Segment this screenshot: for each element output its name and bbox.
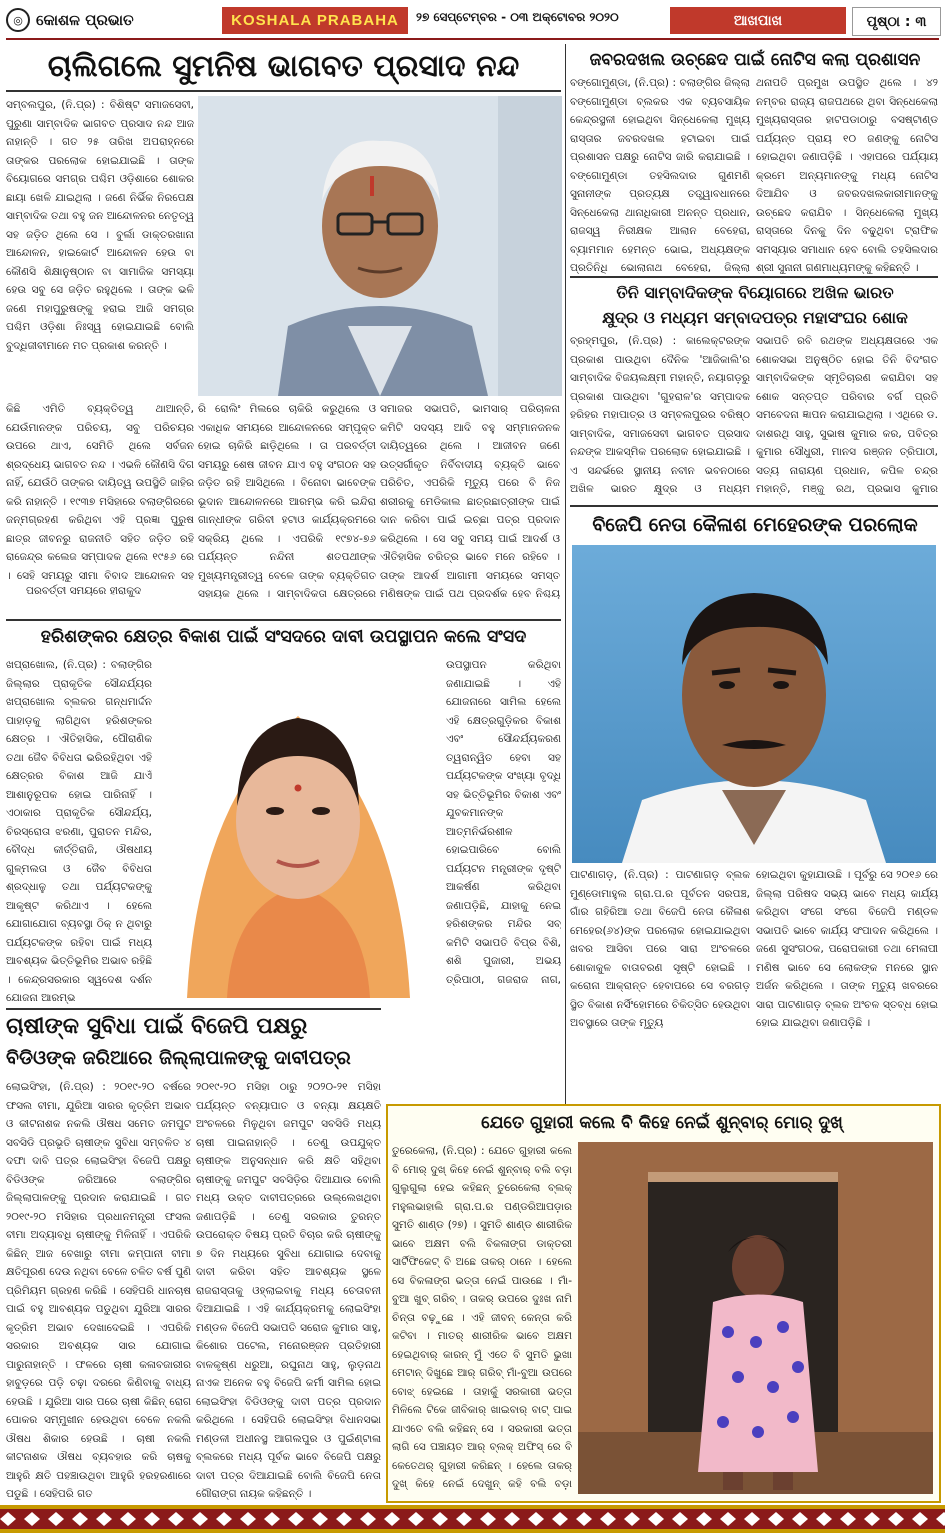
newspaper-logo xyxy=(6,6,216,34)
section-title: ଆଖପାଖ xyxy=(670,7,846,34)
decorative-border xyxy=(0,1505,945,1533)
article-column: କିଛି ଏମିତି ବ୍ୟକ୍ତିତ୍ୱ ଥାଆନ୍ତି, ଯେଉଁମାନଙ୍କ ପରିଚୟ, ସବୁ ପରିଚୟର ଉପରେ ଥାଏ, ସେମିତି ଥିଲେ ସର୍ବଜନ ଶ୍ରଦ୍ଧେୟ ଭାଗବତ ନନ୍ଦ । ଏଭଳି କୌଣସି ଦିଗ ନାହିଁ, ଯେଉଁଠି ତାଙ୍କର ଦାୟିତ୍ୱ ଉପସ୍ଥିତି ଜାହିର କରି ନାହାନ୍ତି । ୧୯୩୭ ମସିହାରେ ବଲାଙ୍ଗିରରେ ଜନ୍ମଗ୍ରହଣ କରିଥିବା ଏହି ପ୍ରଜ୍ଞା ପୁରୁଷ ଛାତ୍ର ଜୀବନରୁ ରାଜନୀତି ସହିତ ଜଡ଼ିତ ରହି ରାଜେନ୍ଦ୍ର କଲେଜ ସମ୍ପାଦକ ଥିଲେ ୧୯୫୬ ରେ । ସେହି ସମୟରୁ ସୀମା ବିବାଦ ଆନ୍ଦୋଳନ ସହ xyxy=(6,403,194,582)
article-column: ସମ୍ବଲପୁର, (ନି.ପ୍ର) : ବିଶିଷ୍ଟ ସମାଜସେବୀ, ପୁରୁଣା ସାମ୍ବାଦିକ ଭାଗବତ ପ୍ରସାଦ ନନ୍ଦ ଆଜ ନାହାନ୍ତି । ଗତ ୨୫ ତାରିଖ ଅପରାହ୍ନରେ ତାଙ୍କର ପରଲୋକ ହୋଇଯାଇଛି । ତାଙ୍କ ବିୟୋଗରେ ସମଗ୍ର ପଶ୍ଚିମ ଓଡ଼ିଶାରେ ଶୋକର ଛାୟା ଖେଳି ଯାଇଥିଲା । ଜଣେ ନିର୍ଭିକ ନିରପେକ୍ଷ ସାମ୍ବାଦିକ ତଥା ବହୁ ଜନ ଆନ୍ଦୋଳନର ନେତୃତ୍ୱ ସହ ଜଡ଼ିତ ଥିଲେ ସେ । ବୁର୍ଲା ଡାକ୍ତରଖାନା ଆନ୍ଦୋଳନ, ହାଇକୋର୍ଟ ଆନ୍ଦୋଳନ ହେଉ ବା କୌଣସି ଶିକ୍ଷାନୁଷ୍ଠାନ ବା ସାମାଜିକ ସମସ୍ୟା ହେଉ ସବୁ ସେ ଜଡ଼ିତ ରହୁଥିଲେ । ତାଙ୍କ ଭଳି ଜଣେ ମହାପୁରୁଷଙ୍କୁ ହରାଇ ଆଜି ସମଗ୍ର ପଶ୍ଚିମ ଓଡ଼ିଶା ନିଃସ୍ୱ ହୋଇଯାଇଛି ବୋଲି ବୁଦ୍ଧିଜୀବୀମାନେ ମତ ପ୍ରକାଶ କରନ୍ତି । xyxy=(6,99,194,352)
article-column: ବ୍ରହ୍ମପୁର, (ନି.ପ୍ର) : କାଲେକ୍ଟରଙ୍କ ପ୍ରକାଶ ପାଉଥିବା ଦୈନିକ 'ଆଜିକାଲି'ର ସାମ୍ବାଦିକ ବିଜୟଲକ୍ଷ୍ମୀ ମହାନ୍ତି, ନୟାଗଡ଼ରୁ ପ୍ରକାଶ ପାଉଥିବା 'ଗୁହରାଳ'ର ସମ୍ପାଦକ ହରିହର ମହାପାତ୍ର ଓ ସମ୍ବଲପୁରର ବରିଷ୍ଠ ସାମ୍ବାଦିକ, ସମାଜସେବୀ ଭାଗବତ ପ୍ରସାଦ ନନ୍ଦଙ୍କ ଆକସ୍ମିକ ପରଲୋକ ହୋଇଯାଇଛି । ଏ ସନ୍ଦର୍ଭରେ ସ୍ଥାନୀୟ ନବୀନ ଭବନଠାରେ ଅଖିଳ ଭାରତ କ୍ଷୁଦ୍ର ଓ ମଧ୍ୟମ xyxy=(570,335,750,495)
logo-text: କୋଶଳ ପ୍ରଭାତ xyxy=(36,11,134,29)
headline-kailash-meher-obituary: ବିଜେପି ନେତା କୈଳାଶ ମେହେରଙ୍କ ପରଲୋକ xyxy=(592,514,918,536)
article-column: ହୋଇଥିବା କୁହାଯାଉଛି । ପୂର୍ବରୁ ସେ ୨୦୧୬ ରେ ଜିଲ୍ଲା ପରିଷଦ ସଭ୍ୟ ଭାବେ ମଧ୍ୟ କାର୍ଯ୍ୟ କରିଥିବା ସଂଗେ ସଂଗେ ବିଜେପି ମଣ୍ଡଳ ସଭାପତି ଭାବେ କାର୍ଯ୍ୟ ସଂପାଦନ କରିଥିଲେ । ଜଣେ ସୁସଂଗଠକ, ପରୋପକାରୀ ତଥା ମେଳାପୀ ମଣିଷ ଭାବେ ସେ ଲୋକଙ୍କ ମନରେ ସ୍ଥାନ ଅର୍ଜନ କରିଥିଲେ । ତାଙ୍କ ମୃତ୍ୟୁ ଖବରରେ ସାରା ପାଟଣାଗଡ଼ ବ୍ଲକ ଅଂଚଳ ସ୍ତବ୍ଧ ହୋଇ ହୋଇ ଯାଇଥିବା ଜଣାପଡ଼ିଛି । xyxy=(756,869,938,1029)
headline-encroachment-notice: ଜବରଦଖଲ ଉଚ୍ଛେଦ ପାଇଁ ନୋଟିସ କଲା ପ୍ରଶାସନ xyxy=(589,50,921,70)
logo-emblem-icon: ◎ xyxy=(6,8,30,32)
masthead xyxy=(6,4,939,40)
article-column: ଥନାପତି ପ୍ରମୁଖ ଉପସ୍ଥିତ ଥିଲେ । ୪୨ ନମ୍ବର ରାଜ୍ୟ ରାଜପଥରେ ଥିବା ସିନ୍ଧେକେଲା ମୁଖ୍ୟରାସ୍ତାର ହାଟପଡାଠାରୁ ବସଷ୍ଟାଣ୍ଡ ପର୍ଯ୍ୟନ୍ତ ପ୍ରାୟ ୧୦ ଜଣଙ୍କୁ ନୋଟିସ ହୋଇଥିବା ଜଣାପଡ଼ିଛି । ଏହାପରେ ପର୍ଯ୍ୟାୟ କ୍ରମେ ଅନ୍ୟମାନଙ୍କୁ ମଧ୍ୟ ନୋଟିସ ଦିଆଯିବ ଓ ଜବରଦଖଲକାରୀମାନଙ୍କୁ ଉଚ୍ଛେଦ କରାଯିବ । ସିନ୍ଧେକେଲା ମୁଖ୍ୟ ରାସ୍ତାରେ ଦିନକୁ ଦିନ ବଢୁଥିବା ଟ୍ରାଫିକ ସମସ୍ୟାର ସମାଧାନ ହେବ ବୋଲି ତହସିଲଦାର ଶ୍ରୀ ସୁନାନୀ ଗଣମାଧ୍ୟମଙ୍କୁ କହିଛନ୍ତି । xyxy=(756,77,938,274)
headline-disabled-woman-plea: ଯେତେ ଗୁହାରୀ କଲେ ବି କିହେ ନେଇଁ ଶୁନ୍‌ବାର୍ ମୋର୍ ଦୁଖ୍ xyxy=(481,1113,843,1133)
divider xyxy=(6,1008,381,1010)
article-column: ପାଟଣାଗଡ଼, (ନି.ପ୍ର) : ପାଟଣାଗଡ଼ ବ୍ଲକ ମୁଣ୍ଡୋମାହୁଲ ଗ୍ରା.ପ.ର ପୂର୍ବତନ ସରପଞ୍ଚ, ଗାଁର ଗହିରିଆ ତଥା ବିଜେପି ନେତା କୈଳାଶ ମେହେର(୬୪)ଙ୍କ ପରଲୋକ ହୋଇଯାଇଥିବା ଖବର ଆସିବା ପରେ ସାରା ଅଂଚଳରେ ଶୋକାକୁଳ ବାତାବରଣ ସୃଷ୍ଟି ହୋଇଛି । କରୋନା ଆକ୍ରାନ୍ତ ହେବାପରେ ସେ ବରଗଡ଼ ସ୍ଥିତ ବିକାଶ ନର୍ସିଂହୋମରେ ଚିକିତ୍ସିତ ହେଉଥିବା ଅବସ୍ଥାରେ ତାଙ୍କ ମୃତ୍ୟୁ xyxy=(570,869,750,1029)
headline-journalists-condolence: ତିନି ସାମ୍ବାଦିକଙ୍କ ବିୟୋଗରେ ଅଖିଳ ଭାରତ xyxy=(616,283,894,302)
article-column: ଉପସ୍ଥାପନ କରିଥିବା ଜଣାଯାଇଛି । ଏହି ଯୋଜନାରେ ସାମିଲ ହେଲେ ଏହି କ୍ଷେତ୍ରଗୁଡ଼ିକର ବିକାଶ ଏବଂ ସୌନ୍ଦର୍ଯ୍ୟକରଣ ତ୍ୱରାନ୍ୱିତ ହେବା ସହ ପର୍ଯ୍ୟଟକଙ୍କ ସଂଖ୍ୟା ବୃଦ୍ଧି ସହ ଭିତ୍ତିଭୂମିର ବିକାଶ ଏବଂ ଯୁବକମାନଙ୍କ ଆତ୍ମନିର୍ଭରଶୀଳ ହୋଇପାରିବେ ବୋଲି ପର୍ଯ୍ୟଟନ ମନ୍ତ୍ରୀଙ୍କ ଦୃଷ୍ଟି ଆକର୍ଷଣ କରିଥିବା ଜଣାପଡ଼ିଛି, ଯାହାକୁ ନେଇ ହରିଶଙ୍କର ମନ୍ଦିର ସବ୍ କମିଟି ସଭାପତି ବିପ୍ର ବିଶି, ଶଶି ପୁଜାରୀ, ଅଭୟ ତ୍ରିପାଠୀ, ଗଜରାଜ ନାଗ, xyxy=(446,659,561,986)
headline-bjp-farmer-demand: ଚାଷୀଙ୍କ ସୁବିଧା ପାଇଁ ବିଜେପି ପକ୍ଷରୁ xyxy=(6,1014,308,1039)
article-column: ସଭାପତି ରବି ରଥଙ୍କ ଅଧ୍ୟକ୍ଷତାରେ ଏକ ଶୋକସଭା ଅନୁଷ୍ଠିତ ହୋଇ ତିନି ବିଦଂଗତ ସାମ୍ବାଦିକଙ୍କ ସ୍ମୃତିଚାରଣ କରାଯିବା ସହ ଶୋକ ସନ୍ତପ୍ତ ପରିବାର ବର୍ଗ ପ୍ରତି ସମବେଦନା ଜ୍ଞାପନ କରାଯାଇଥିଲା । ଏଥିରେ ଡ. ଦାଶରଥି ସାହୁ, ସୁଭାଷ କୁମାର କର, ପବିତ୍ର କୁମାର ସୌଧୁରୀ, ମାନସ ରଞ୍ଜନ ତ୍ରିପାଠୀ, ସତ୍ୟ ନାରାୟଣ ପ୍ରଧାନ, କପିଳ ଚନ୍ଦ୍ର ମହାନ୍ତି, ମଞ୍ଜୁ ରଥ, ପ୍ରଭାସ କୁମାର xyxy=(756,335,938,495)
divider xyxy=(6,619,561,621)
article-column: ବଙ୍ଗୋମୁଣ୍ଡା, (ନି.ପ୍ର) : ବଲାଙ୍ଗିର ଜିଲ୍ଲା ବଙ୍ଗୋମୁଣ୍ଡା ବ୍ଲକର ଏକ ବ୍ୟବସାୟିକ କେନ୍ଦ୍ରସ୍ଥଳୀ ହୋଇଥିବା ସିନ୍ଧେକେଲା ମୁଖ୍ୟ ରାସ୍ତାର ଜବରଦଖଲ ହଟାଇବା ପାଇଁ ପ୍ରଶାସନ ପକ୍ଷରୁ ନୋଟିସ ଜାରି କରାଯାଇଛି । ବଙ୍ଗୋମୁଣ୍ଡା ତହସିଲଦାର ଗୁଣମଣି ସୁନାନୀଙ୍କ ପ୍ରତ୍ୟକ୍ଷ ତତ୍ତ୍ୱାବଧାନରେ ସିନ୍ଧେକେଲା ଥାନାଧିକାରୀ ଅନନ୍ତ ପ୍ରଧାନ, ରାଜସ୍ୱ ନିରୀକ୍ଷକ ଆଲାନ ବେହେରା, ବ୍ୟାମମାନ ହେମନ୍ତ ଭୋଇ, ଅଧ୍ୟକ୍ଷଙ୍କ ପ୍ରତିନିଧି ଭୋଲାନାଥ ବେହେରା, ଜିଲ୍ଲା xyxy=(570,77,750,274)
article-column: ଲୋଇସିଂହା, (ନି.ପ୍ର) : ୨୦୧୯-୨୦ ବର୍ଷରେ ଫସଲ ବୀମା, ଯୁରିଆ ସାରର କୃତ୍ରିମ ଅଭାବ ଓ କୀଟନାଶକ ନକଲି ଔଷଧ ସମେତ ଜମପୁଟ ସବସିଡି ପ୍ରଭୃତି ଚାଷୀଙ୍କ ସୁବିଧା ସମ୍ବଳିତ ୪ ଦଫା ଦାବି ପତ୍ର ଲୋଇସିଂହା ବିଜେପି ପକ୍ଷରୁ ବିଡିଓଙ୍କ ଜରିଆରେ ବଲାଙ୍ଗିର ଜିଲ୍ଲାପାଳଙ୍କୁ ପ୍ରଦାନ କରାଯାଇଛି । ଗତ ୨୦୧୯-୨୦ ମସିହାର ପ୍ରଧାନମନ୍ତ୍ରୀ ଫସଲ ବୀମା ଅଦ୍ୟାବଧି ଚାଷୀଙ୍କୁ ମିଳିନାହିଁ । ଏପରିକି କିଛିନ୍ ଆଜ ବେଖାରୁ ବୀମା କମ୍ପାନୀ ବୀମା କ୍ଷତିପୂରଣ ଦେଉ ନଥିବା ବେଳେ ଚଳିତ ବର୍ଷ ପୁଣି ପ୍ରିମିୟମ ଗ୍ରହଣ କରିଛି । ସେହିପରି ଧାନଚାଷ ପାଇଁ ବହୁ ଆବଶ୍ୟକ ପଡୁଥିବା ଯୁରିଆ ସାରର କୃତ୍ରିମ ଅଭାବ ଦେଖାଦେଇଛି । ଏପରିକି ସରକାର ଅବଶ୍ୟକ ସାର ଯୋଗାଇ ପାରୁନାହାନ୍ତି । ଫଳରେ ଚାଷୀ କଳାବଜାରୀର ହାବୁଡ଼ରେ ପଡ଼ି ଚଢ଼ା ଦରରେ କିଣିବାକୁ ବାଧ୍ୟ ହେଉଛି । ଯୁରିଆ ସାର ପରେ ଚାଷୀ କିଛିନ୍ ରୋଗ ପୋକର ସମ୍ମୁଖୀନ ହେଉଥିବା ବେଳେ ନକଲି ଔଷଧ ଶିକାର ହେଉଛି । ଚାଷୀ ନକଲି କୀଟନାଶକ ଔଷଧ ବ୍ୟବହାର କରି ଚାଷକୁ ଆହୁରି କ୍ଷତି ପହଞ୍ଚାଉଥିବା ଆହୁରି ହରହରଣାରେ ପଡୁଛି । ସେହିପରି ଗତ xyxy=(6,1081,191,1500)
dateline: ୨୭ ସେପ୍ଟେମ୍ବର - ୦୩ ଅକ୍ଟୋବର ୨୦୨୦ xyxy=(416,10,619,24)
portrait-photo-mp xyxy=(157,656,440,998)
page-number: ପୃଷ୍ଠା : ୩ xyxy=(852,7,941,36)
article-column: ଖପ୍ରାଖୋଲ, (ନି.ପ୍ର) : ବଲାଙ୍ଗିର ଜିଲ୍ଲାର ପ୍ରାକୃତିକ ସୌନ୍ଦର୍ଯ୍ୟର ଖପ୍ରାଖୋଲ ବ୍ଲକର ଗନ୍ଧମାର୍ଦ୍ଦନ ପାହାଡ଼କୁ ଲାଗିଥିବା ହରିଶଙ୍କର କ୍ଷେତ୍ର । ଐତିହାସିକ, ପୌରାଣିକ ତଥା ଜୈବ ବିବିଧତା ଭରିରହିଥିବା ଏହି କ୍ଷେତ୍ରର ବିକାଶ ଆଜି ଯାଏଁ ଆଶାନୁରୂପକ ହୋଇ ପାରିନାହିଁ । ଏଠାକାର ପ୍ରାକୃତିକ ସୌନ୍ଦର୍ଯ୍ୟ, ଚିରସ୍ରୋତା ଝରଣା, ପୁରାତନ ମନ୍ଦିର, ବୌଦ୍ଧ କୀର୍ତ୍ତିରାଜି, ଔଷଧୀୟ ଗୁଳ୍ମଲତା ଓ ଜୈବ ବିବିଧତା ଶ୍ରଦ୍ଧାଳୁ ତଥା ପର୍ଯ୍ୟଟକଙ୍କୁ ଆକୃଷ୍ଟ କରିଥାଏ । ହେଲେ ଯୋଗାଯୋଗ ବ୍ୟବସ୍ଥା ଠିକ୍ ନ ଥିବାରୁ ପର୍ଯ୍ୟଟକଙ୍କ ରହିବା ପାଇଁ ମଧ୍ୟ ଆବଶ୍ୟକ ଭିତ୍ତିଭୂମିର ଅଭାବ ରହିଛି । କେନ୍ଦ୍ରସରକାର ସ୍ୱଦେଶ ଦର୍ଶନ ଯୋଜନା ଆରମ୍ଭ xyxy=(6,659,152,1004)
headline-nanda-obituary: ଚାଲିଗଲେ ସୁମନିଷ ଭାଗବତ ପ୍ରସାଦ ନନ୍ଦ xyxy=(47,49,520,84)
headline-harishankar-development: ହରିଶଙ୍କର କ୍ଷେତ୍ର ବିକାଶ ପାଇଁ ସଂସଦରେ ଦାବୀ ଉପସ୍ଥାପନ କଲେ ସଂସଦ xyxy=(40,627,527,647)
portrait-photo-nanda xyxy=(198,96,562,396)
headline-journalists-condolence-line2: କ୍ଷୁଦ୍ର ଓ ମଧ୍ୟମ ସମ୍ବାଦପତ୍ର ମହାସଂଘର ଶୋକ xyxy=(602,308,908,327)
article-column: ରି ରୋଲିଂ ମିଲରେ ଚାକିରି କରୁଥିଲେ ଓ ଏକାଧିକ ସମୟରେ ଆନ୍ଦୋଳନରେ ସମ୍ପୃକ୍ତ ହୋଇ ଚାକିରି ଛାଡ଼ିଥିଲେ । ତା ପରବର୍ତ୍ତୀ ସମୟରୁ ଶେଷ ଜୀବନ ଯାଏ ବହୁ ସଂଗଠନ ସହ ଜଡ଼ିତ ରହି ଆସିଥିଲେ । ବିନୋବା ଭାବେଙ୍କ ଭୂଦାନ ଆନ୍ଦୋଳନରେ ଆରମ୍ଭ କରି ଇନ୍ଦିରା ଗାନ୍ଧୀଙ୍କ ଗରିବୀ ହଟାଓ କାର୍ଯ୍ୟକ୍ରମରେ ସକ୍ରିୟ ଥିଲେ । ଏପରିକି ୧୯୭୪-୭୬ ପର୍ଯ୍ୟନ୍ତ ନନ୍ଦିନୀ ଶତପଥୀଙ୍କ ମୁଖ୍ୟମନ୍ତ୍ରୀତ୍ୱ ବେଳେ ତାଙ୍କ ବ୍ୟକ୍ତିଗତ ସହାୟକ ଥିଲେ । ସାମ୍ବାଦିକତା କ୍ଷେତ୍ରରେ xyxy=(198,403,376,600)
photo-sumati xyxy=(578,1142,933,1494)
column-divider xyxy=(565,44,566,1104)
divider xyxy=(570,276,938,278)
article-column: ପରବର୍ତ୍ତୀ ସମୟରେ ହୀରାକୁଦ xyxy=(26,585,142,597)
article-column: ସମାଜର ସଭାପତି, ଭାମସାର୍ ପରିଚାଳନା କମିଟି ସଦସ୍ୟ ଆଦି ବହୁ ସମ୍ମାନଜନକ ଦାୟିତ୍ୱରେ ଥିଲେ । ଆଜୀବନ ଜଣେ ଉତ୍ସର୍ଗୀକୃତ ନିର୍ବିବାଦୀୟ ବ୍ୟକ୍ତି ଭାବେ ପରିଚିତ, ଏପରିକି ମୃତ୍ୟୁ ପରେ ବି ନିଜ ଶରୀରକୁ ମେଡିକାଲ ଛାତ୍ରଛାତ୍ରୀଙ୍କ ପାଇଁ ଦାନ କରିବା ପାଇଁ ଇଚ୍ଛା ପତ୍ର ପ୍ରଦାନ କରିଥିଲେ । ସେ ସବୁ ସମୟ ପାଇଁ ଆଦର୍ଶ ଓ ଐତିହାସିକ ଚରିତ୍ର ଭାବେ ମନେ ରହିବେ । ତାଙ୍କ ଆଦର୍ଶ ଆଗାମୀ ସମୟରେ ସମସ୍ତ ମଣିଷଙ୍କ ପାଇଁ ପଥ ପ୍ରଦର୍ଶକ ହେବ ନିଶ୍ଚୟ xyxy=(380,403,560,600)
brand-name: KOSHALA PRABAHA xyxy=(222,7,408,34)
divider xyxy=(6,90,561,92)
headline-bjp-farmer-demand-line2: ବିଡିଓଙ୍କ ଜରିଆରେ ଜିଲ୍ଲାପାଳଙ୍କୁ ଦାବୀପତ୍ର xyxy=(6,1047,351,1069)
divider xyxy=(570,505,938,507)
portrait-photo-kailash-meher xyxy=(572,545,936,863)
article-column: ତୁରେକେଲା, (ନି.ପ୍ର) : ଯେତେ ଗୁହାରୀ କଲେ ବି ମୋର୍ ଦୁଖ୍ କିହେ ନେଇଁ ଶୁନ୍‌ବାର୍ ବଲି ବଡ଼ା ଗୁଲୁଗୁଲା ହେଇ କହିଛନ୍ ତୁରେକେଲା ବ୍ଲକ୍ ମହୁଲଭାହାଲି ଗ୍ରା.ପ.ର ପଣ୍ଡରିଆପଡ଼ାର ସୁମତି ଶାଣ୍ଡ (୨୭) । ସୁମତି ଶାଣ୍ଡ ଶାରୀରିକ ଭାବେ ଅକ୍ଷମ ବଲି ବିକଳାଙ୍ଗ ଡାକ୍ତରୀ ସାର୍ଟିଫିକେଟ୍ ବି ଅଛେ ତାକର୍ ଠାନେ । ହେଲେ ସେ ବିକଳାଙ୍ଗ ଭତ୍ତା ନେଇଁ ପାଉଛେ । ମାଁ-ବୁଆ ଖୁବ୍ ଗରିବ୍ । ତାକର୍ ଉପରେ ଦୁଃଖ ନାମି ଚିନ୍ତା ବଢ଼ୁଛେ । ଏହି ଜୀବନ୍ କେନ୍ତା କରି କଟିବା । ମାତର୍ ଶାରୀରିକ ଭାବେ ଅକ୍ଷମ ହେଇଥିବାର୍ କାରନ୍ ମୁଁ ଏତେ ବି ସୁମତି ଭୁଖା ମେଟାନ୍ ଦିଖୁଛେ ଆର୍ ଗରିବ୍ ମାଁ-ବୁଆ ଉପରେ ବୋଝ୍ ହେଇଛେ । ତାହାକୁଁ ସରକାରୀ ଭତ୍ତା ମିଳିଲେ ଟିକେ ଜୀବିକାର୍ ଖାଇବାର୍ ବାଟ୍ ପାଇ ଯାଏତେ ବଲି କହିଛନ୍ ସେ । ସରକାରୀ ଭତ୍ତା ଲାଗି ସେ ପଞ୍ଚାୟତ ଆର୍ ବ୍ଲକ୍ ଅଫିସ୍ ରେ ବି କେତେଥର୍ ଗୁହାରୀ କରିଛନ୍ । ହେଲେ ତାକର୍ ଦୁଖ୍ କିହେ ନେଇଁ ଦେଖୁନ୍ କହି ବଲି ବଡ଼ା xyxy=(392,1145,572,1490)
article-column: ୨୦୧୯-୨୦ ମସିହା ଠାରୁ ୨୦୨୦-୨୧ ମସିହା ପର୍ଯ୍ୟନ୍ତ ବନ୍ୟାପାତ ଓ ବନ୍ୟା କ୍ଷୟକ୍ଷତି ଅଂଚଳରେ ମିଳୁଥିବା ଜମପୁଟ ସବସିଡି ମଧ୍ୟ ଚାଷୀ ପାଇନାହାନ୍ତି । ତେଣୁ ଉପଯୁକ୍ତ ଚାଷୀଙ୍କ ଅନୁସନ୍ଧାନ କରି କ୍ଷତି ସହିଥିବା ଚାଷୀଙ୍କୁ ଜମପୁଟ ସବସିଡ଼ିର ଦିଆଯାଉ ବୋଲି ମଧ୍ୟ ଉକ୍ତ ଦାବୀପତ୍ରରେ ଉଲ୍ଲେଖଥିବା ଜଣାପଡ଼ିଛି । ତେଣୁ ସରକାର ତୁରନ୍ତ ଉପରୋକ୍ତ ବିଷୟ ପ୍ରତି ବିଚାର କରି ଚାଷୀଙ୍କୁ ୭ ଦିନ ମଧ୍ୟରେ ସୁବିଧା ଯୋଗାଇ ଦେବାକୁ ଦାବୀ କରିବା ସହିତ ଆବଶ୍ୟକ ସ୍ଥଳେ ରାଜରାସ୍ତାକୁ ଓହ୍ଲାଇବାକୁ ମଧ୍ୟ ଚେତାବନୀ ଦିଆଯାଇଛି । ଏହି କାର୍ଯ୍ୟକ୍ରମକୁ ଲୋଇସିଂହା ମଣ୍ଡଳ ବିଜେପି ସଭାପତି ସରୋଜ କୁମାର ସାହୁ, କିଶୋର ପଟେଲ, ମନୋରଞ୍ଜନ ପ୍ରତିହାରୀ ବାଳକୃଷ୍ଣ ଧରୁଆ, ରଘୁନାଥ ସାହୁ, ଲୁଡ଼ନାଥ ନାଏକ ଅନେକ ବହୁ ବିଜେପି କର୍ମୀ ସାମିଲ ହୋଇ ଲୋଇସିଂହା ବିଡିଓଙ୍କୁ ଦାବୀ ପତ୍ର ପ୍ରଦାନ କରିଥିଲେ । ସେହିପରି ଲୋଇସିଂହା ବିଧାନସଭା ମଣ୍ଡଳୀ ଅଧୀନସ୍ଥ ଆଗଲପୁର ଓ ପୁଇଁଣ୍ଟାଳା ବ୍ଲକରେ ମଧ୍ୟ ପୂର୍ବକ ଭାବେ ବିଜେପି ପକ୍ଷରୁ ଦାବୀ ପତ୍ର ଦିଆଯାଇଛି ବୋଲି ବିଜେପି ନେତା ଗୌରାଙ୍ଗ ନାୟକ କହିଛନ୍ତି । xyxy=(196,1081,381,1500)
